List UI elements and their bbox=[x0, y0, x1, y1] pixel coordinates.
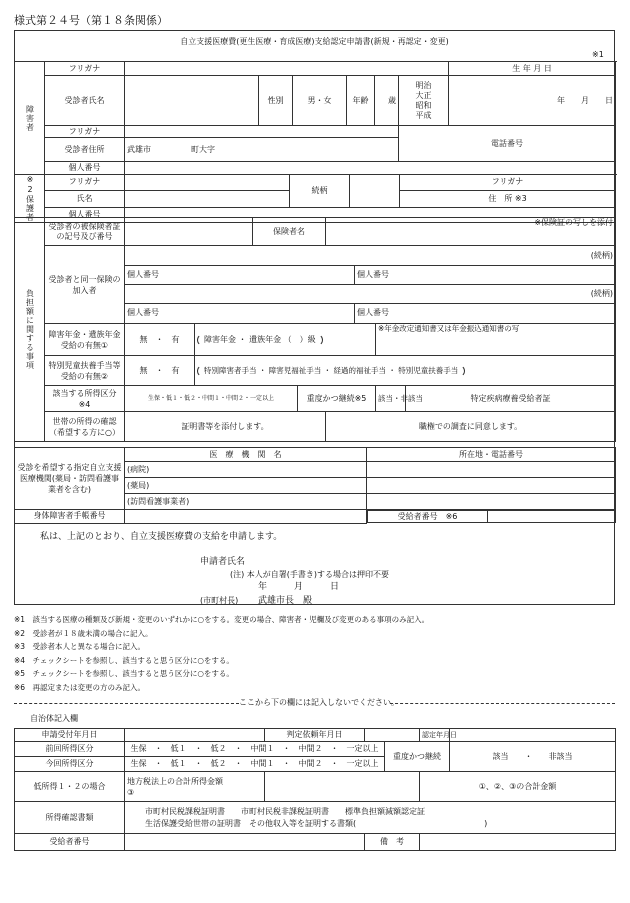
guardian-table bbox=[14, 174, 616, 223]
patient-furigana-label: フリガナ bbox=[45, 62, 125, 76]
judged-field[interactable] bbox=[365, 729, 420, 742]
sum-label[interactable]: ①、②、③の合計金額 bbox=[420, 772, 616, 802]
specific-label: 特定疾病療養受給者証 bbox=[406, 386, 616, 412]
age-unit[interactable]: 歳 bbox=[375, 76, 399, 126]
patient-mynumber-label: 個人番号 bbox=[45, 162, 125, 175]
guardian-mynumber-label: 個人番号 bbox=[45, 208, 125, 223]
burden-table bbox=[14, 217, 616, 442]
dob-header: 生 年 月 日 bbox=[449, 62, 616, 76]
allowance-options[interactable]: 特別障害者手当 ・ 障害児福祉手当 ・ 経過的福祉手当 ・ 特別児童扶養手当 bbox=[195, 356, 616, 386]
received-field[interactable] bbox=[125, 729, 265, 742]
docs-label: 所得確認書類 bbox=[15, 802, 125, 834]
member1-relation: (続柄) bbox=[125, 247, 615, 266]
income-label: 該当する所得区分※4 bbox=[45, 386, 125, 412]
guardian-furigana2: フリガナ bbox=[400, 175, 616, 191]
allowance-label: 特別児童扶養手当等受給の有無② bbox=[45, 356, 125, 386]
confirm-attach[interactable]: 証明書等を添付します。 bbox=[125, 412, 326, 442]
pension-yesno[interactable]: 無 ・ 有 bbox=[125, 324, 195, 356]
pension-note: ※年金改定通知書又は年金振込通知書の写 bbox=[376, 324, 616, 356]
remarks-field[interactable] bbox=[420, 834, 616, 851]
patient-section-label: 障害者 bbox=[15, 62, 45, 175]
institution-table bbox=[14, 447, 616, 524]
recipient-cell[interactable] bbox=[367, 510, 616, 523]
recipient-number-field[interactable] bbox=[125, 834, 365, 851]
recipient-number-label: 受給者番号 bbox=[15, 834, 125, 851]
patient-table bbox=[14, 61, 616, 175]
guardian-name-field[interactable] bbox=[125, 190, 290, 208]
pension-label: 障害年金・遺族年金受給の有無① bbox=[45, 324, 125, 356]
confirm-label: 世帯の所得の確認（希望する方に○） bbox=[45, 412, 125, 442]
severe-options[interactable]: 該当・非該当 bbox=[376, 386, 406, 412]
addressee-prefix: (市町村長) bbox=[200, 596, 239, 605]
patient-mynumber-field[interactable] bbox=[125, 162, 616, 175]
era-options[interactable]: 明治 大正 昭和 平成 bbox=[399, 76, 449, 126]
severe-label: 重度かつ継続※5 bbox=[298, 386, 376, 412]
form-title: 自立支援医療費(更生医療・育成医療)支給認定申請書(新規・再認定・変更) bbox=[180, 37, 449, 46]
institution-col-name: 医 療 機 関 名 bbox=[125, 448, 367, 462]
patient-name-field[interactable] bbox=[125, 76, 259, 126]
docs-options[interactable]: 市町村民税課税証明書 市町村民税非課税証明書 標準負担額減額認定証 生活保護受給世帯の証明書 その他収入等を証明する書類( ) bbox=[125, 802, 616, 834]
local-tax-field[interactable] bbox=[265, 772, 420, 802]
signature-note: (注) 本人が自署(手書き)する場合は押印不要 bbox=[230, 570, 390, 579]
member2-mynumber-row: 個人番号 個人番号 bbox=[125, 304, 615, 323]
age-label: 年齢 bbox=[347, 76, 375, 126]
household-label: 受診者と同一保険の加入者 bbox=[45, 246, 125, 324]
curr-income-label: 今回所得区分 bbox=[15, 757, 125, 772]
approved-label: 認定年月日 bbox=[420, 729, 450, 742]
remarks-label: 備 考 bbox=[365, 834, 420, 851]
sex-options[interactable]: 男・女 bbox=[293, 76, 347, 126]
note1-mark: ※1 bbox=[592, 50, 604, 59]
sex-label: 性別 bbox=[259, 76, 293, 126]
applicant-label: 申請者氏名 bbox=[200, 557, 246, 567]
guardian-section-label: ※2保護者 bbox=[15, 175, 45, 223]
burden-section-label: 負担額に関する事項 bbox=[15, 218, 45, 442]
form-number: 様式第２４号（第１８条関係） bbox=[14, 14, 168, 27]
patient-name-label: 受診者氏名 bbox=[45, 76, 125, 126]
curr-income-options[interactable]: 生保 ・ 低１ ・ 低２ ・ 中間１ ・ 中間２ ・ 一定以上 bbox=[125, 757, 385, 772]
institution-visiting-address[interactable] bbox=[367, 494, 616, 510]
insurer-label: 保険者名 bbox=[253, 218, 326, 246]
institution-hospital[interactable]: (病院) bbox=[125, 462, 367, 478]
institution-hospital-address[interactable] bbox=[367, 462, 616, 478]
office-severe-label: 重度かつ継続 bbox=[385, 742, 450, 772]
addr-label: 受診者住所 bbox=[45, 138, 125, 162]
dob-ymd[interactable]: 年 月 日 bbox=[449, 76, 616, 126]
insurance-number-field[interactable] bbox=[125, 218, 253, 246]
pension-options[interactable]: 障害年金 ・ 遺族年金 （ ）級 bbox=[195, 324, 376, 356]
allowance-yesno[interactable]: 無 ・ 有 bbox=[125, 356, 195, 386]
guardian-relation-field[interactable] bbox=[350, 175, 400, 208]
application-date[interactable]: 年 月 日 bbox=[258, 582, 340, 592]
cut-line-right bbox=[390, 703, 615, 704]
guardian-relation-label: 続柄 bbox=[290, 175, 350, 208]
member2-relation: (続柄) bbox=[125, 285, 615, 304]
office-severe-options[interactable]: 該当 ・ 非該当 bbox=[450, 742, 616, 772]
guardian-furigana-label: フリガナ bbox=[45, 175, 125, 191]
addr-furigana-field[interactable] bbox=[125, 126, 399, 138]
institution-visiting[interactable]: (訪問看護事業者) bbox=[125, 494, 367, 510]
office-table bbox=[14, 728, 616, 851]
guardian-furigana-field[interactable] bbox=[125, 175, 290, 191]
institution-col-address: 所在地・電話番号 bbox=[367, 448, 616, 462]
institution-label: 受診を希望する指定自立支援医療機関(薬局・訪問看護事業者を含む) bbox=[15, 448, 125, 510]
cut-line-left bbox=[14, 703, 239, 704]
handbook-label: 身体障害者手帳番号 bbox=[15, 510, 125, 524]
insurance-note: ※保険証の写しを添付 bbox=[326, 218, 616, 246]
addr-furigana-label: フリガナ bbox=[45, 126, 125, 138]
confirm-consent[interactable]: 職権での調査に同意します。 bbox=[326, 412, 616, 442]
guardian-name-label: 氏名 bbox=[45, 190, 125, 208]
income-options[interactable]: 生保・低１・低２・中間１・中間２・一定以上 bbox=[125, 386, 298, 412]
footnotes: ※1 該当する医療の種類及び新規・変更のいずれかに○をする。変更の場合、障害者・児欄及び変更のある事項のみ記入。 ※2 受診者が１８歳未満の場合に記入。 ※3 受診者本人と異なる場合に記入。 ※4 チェックシートを参照し、該当すると思う区分に○をする。 ※5 チェックシートを参照し、該当すると思う区分に○をする。 ※6 再認定または変更の方のみ記入。 bbox=[14, 615, 430, 692]
judged-label: 判定依頼年月日 bbox=[265, 729, 365, 742]
addressee: 武雄市長 殿 bbox=[258, 596, 313, 606]
low-income-label: 低所得１・２の場合 bbox=[15, 772, 125, 802]
insurance-label: 受診者の被保険者証の記号及び番号 bbox=[45, 218, 125, 246]
recipient-label: 受給者番号 ※6 bbox=[368, 511, 488, 522]
office-title: 自治体記入欄 bbox=[30, 714, 78, 723]
institution-pharmacy[interactable]: (薬局) bbox=[125, 478, 367, 494]
guardian-address-label: 住 所 ※3 bbox=[400, 190, 616, 208]
member-mynumber-row: 個人番号 個人番号 bbox=[125, 266, 615, 285]
prev-income-options[interactable]: 生保 ・ 低１ ・ 低２ ・ 中間１ ・ 中間２ ・ 一定以上 bbox=[125, 742, 385, 757]
patient-furigana-field[interactable] bbox=[125, 62, 449, 76]
received-label: 申請受付年月日 bbox=[15, 729, 125, 742]
local-tax-cell[interactable]: 地方税法上の合計所得金額 ③ bbox=[125, 772, 265, 802]
phone-label: 電話番号 bbox=[399, 126, 616, 162]
addr-field[interactable]: 武雄市 町大字 bbox=[125, 138, 399, 162]
approved-field[interactable] bbox=[450, 729, 616, 742]
declaration: 私は、上記のとおり、自立支援医療費の支給を申請します。 bbox=[40, 532, 283, 542]
prev-income-label: 前回所得区分 bbox=[15, 742, 125, 757]
household-members[interactable] bbox=[125, 246, 616, 324]
cut-line-text: ここから下の欄には記入しないでください。 bbox=[239, 698, 399, 707]
handbook-field[interactable] bbox=[125, 510, 367, 524]
institution-pharmacy-address[interactable] bbox=[367, 478, 616, 494]
